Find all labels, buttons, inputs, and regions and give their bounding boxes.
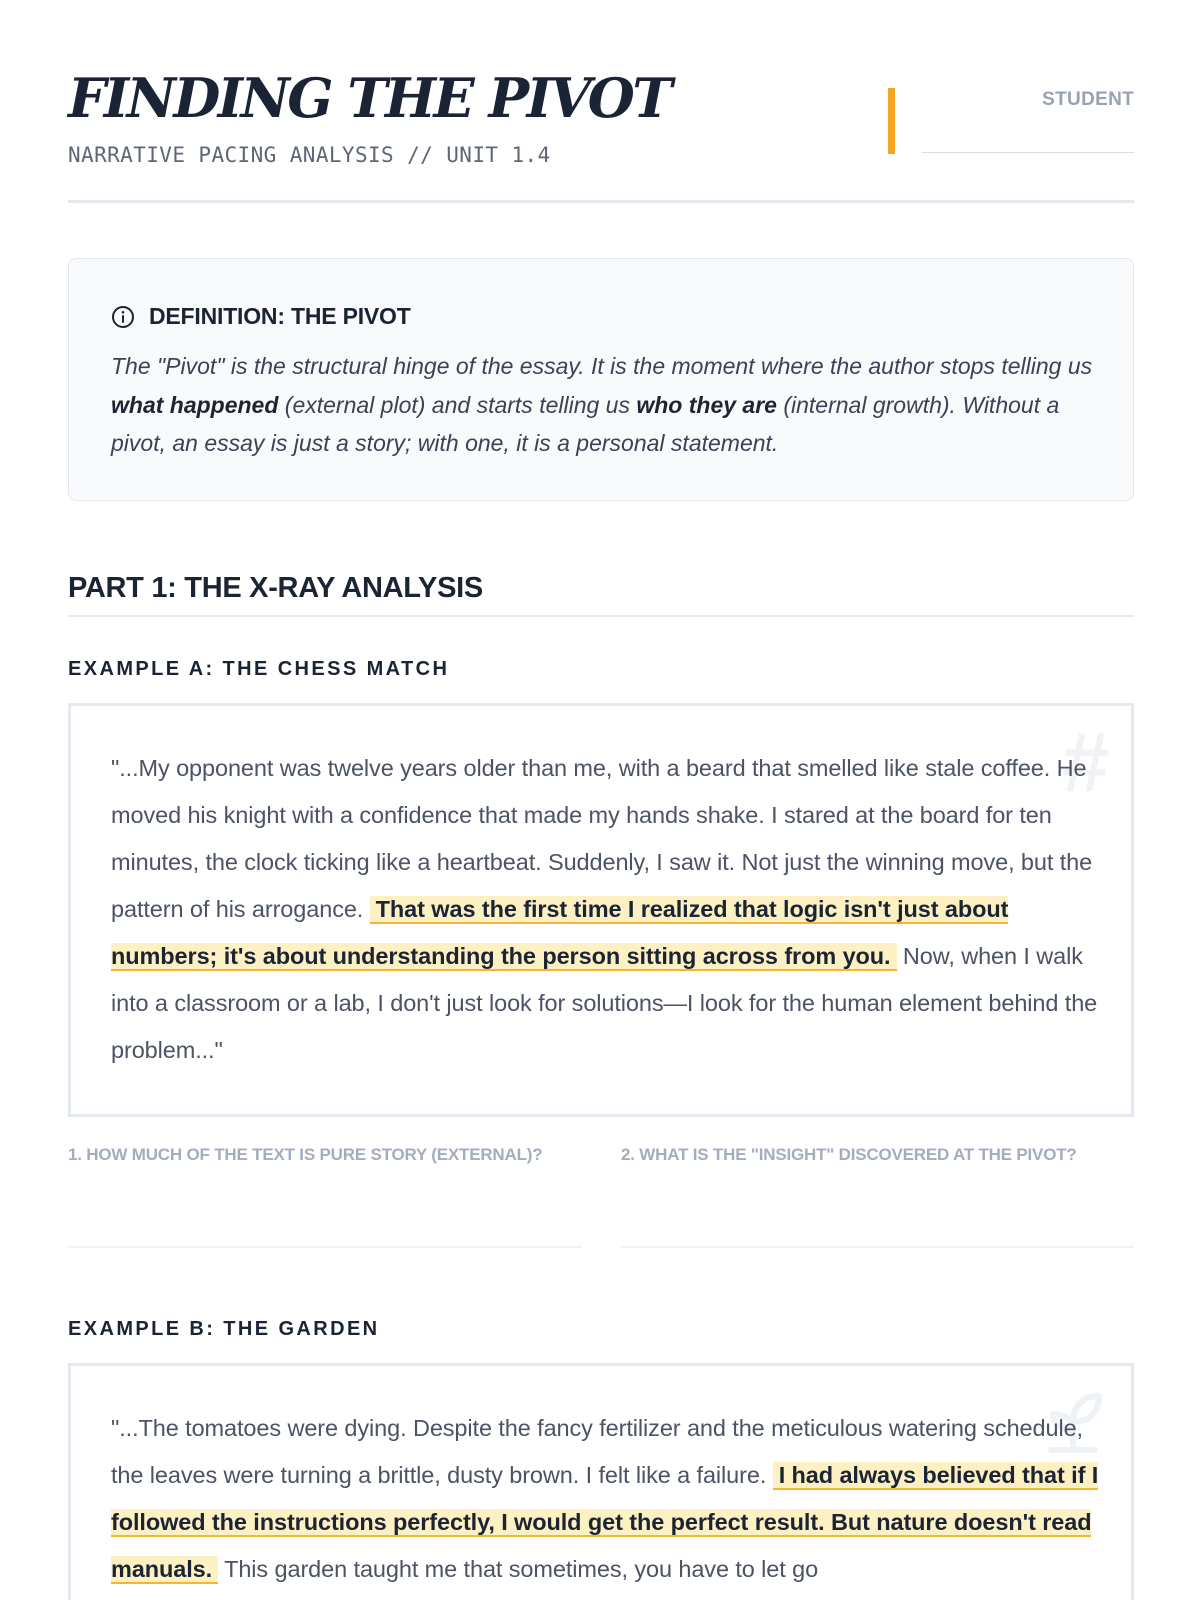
excerpt-text: Now, when I walk into a classroom or a lab, I don't just look for solutions—I look for the human element behind the problem..."	[111, 943, 1098, 1063]
hash-icon: #	[1062, 715, 1109, 809]
definition-text-part: The "Pivot" is the structural hinge of the essay. It is the moment where the author stops telling us	[111, 353, 1093, 379]
example-a-label: EXAMPLE A: THE CHESS MATCH	[68, 658, 450, 680]
definition-title: DEFINITION: THE PIVOT	[149, 303, 411, 329]
example-b-box	[68, 1363, 1134, 1600]
excerpt-text: "...The tomatoes were dying. Despite the fancy fertilizer and the meticulous watering schedule, the leaves were turning a brittle, dusty brown. I felt like a failure.	[111, 1415, 1083, 1488]
pivot-highlight: That was the first time I realized that logic isn't just about numbers; it's about understanding the person sitting across from you.	[111, 896, 1009, 969]
student-name-field[interactable]	[922, 152, 1134, 153]
example-a-box	[68, 703, 1134, 1117]
definition-text	[111, 347, 1096, 463]
answer-field-2[interactable]	[621, 1246, 1134, 1248]
answer-field-1[interactable]	[68, 1246, 582, 1248]
student-label: STUDENT	[1042, 89, 1134, 110]
header-divider	[68, 200, 1134, 203]
pivot-highlight: I had always believed that if I followed the instructions perfectly, I would get the perfect result. But nature doesn't read manuals.	[111, 1462, 1099, 1582]
section-divider	[68, 615, 1134, 617]
definition-text-part: (internal growth). Without a pivot, an essay is just a story; with one, it is a personal statement.	[111, 391, 1060, 456]
definition-text-part: (external plot) and starts telling us	[278, 391, 637, 418]
question-2: 2. WHAT IS THE "INSIGHT" DISCOVERED AT THE PIVOT?	[621, 1145, 1077, 1164]
definition-emphasis: who they are	[636, 391, 777, 418]
example-a-text	[111, 745, 1101, 1074]
example-b-text	[111, 1405, 1101, 1593]
page-title: FINDING THE PIVOT	[68, 66, 671, 130]
question-1: 1. HOW MUCH OF THE TEXT IS PURE STORY (EXTERNAL)?	[68, 1145, 543, 1164]
definition-emphasis: what happened	[111, 391, 279, 418]
info-icon	[111, 305, 135, 329]
accent-bar	[888, 88, 895, 154]
page-subtitle: NARRATIVE PACING ANALYSIS // UNIT 1.4	[68, 143, 551, 167]
definition-box	[68, 258, 1134, 501]
excerpt-text: "...My opponent was twelve years older than me, with a beard that smelled like stale coffee. He moved his knight with a confidence that made my hands shake. I stared at the board for ten minutes, the clock ticking like a heartbeat. Suddenly, I saw it. Not just the winning move, but the pattern of his arrogance.	[111, 755, 1093, 922]
definition-header	[111, 303, 411, 330]
section-title: PART 1: THE X-RAY ANALYSIS	[68, 572, 483, 604]
example-b-label: EXAMPLE B: THE GARDEN	[68, 1318, 380, 1340]
excerpt-text: This garden taught me that sometimes, you have to let go	[218, 1556, 819, 1582]
